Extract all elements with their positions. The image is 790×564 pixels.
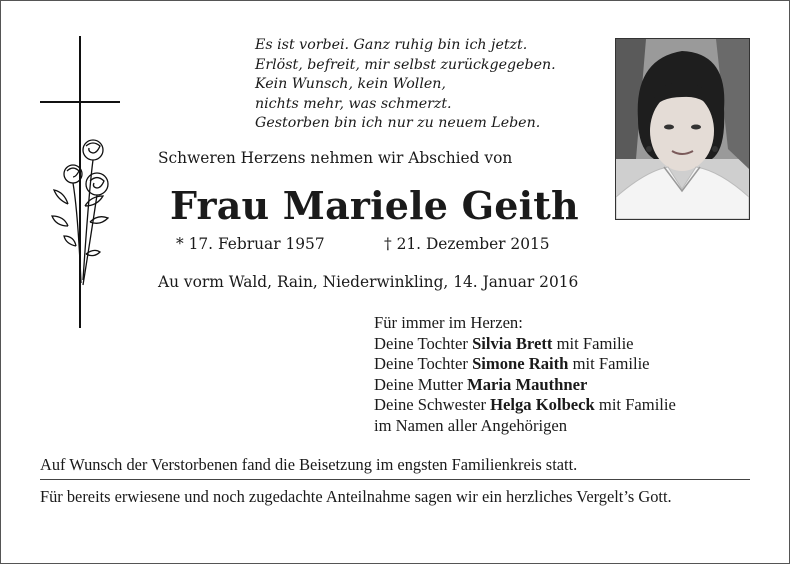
death-date: † 21. Dezember 2015 <box>384 235 550 253</box>
mourner-name: Silvia Brett <box>472 333 553 353</box>
mourner-row <box>374 334 676 355</box>
mourner-row <box>374 375 676 396</box>
relation-text: Deine Tochter <box>374 333 473 353</box>
poem <box>255 36 556 134</box>
intro-text: Schweren Herzens nehmen wir Abschied von <box>158 149 513 167</box>
mourners-closing: im Namen aller Angehörigen <box>374 415 568 435</box>
portrait-photo <box>615 38 750 220</box>
mourner-row <box>374 395 676 416</box>
relation-text: Deine Tochter <box>374 354 473 374</box>
cross-with-roses-icon <box>40 36 120 328</box>
mourners-heading: Für immer im Herzen: <box>374 313 523 332</box>
birth-date: * 17. Februar 1957 <box>176 235 325 253</box>
mourner-row <box>374 354 676 375</box>
mourner-name: Helga Kolbeck <box>490 395 595 415</box>
relation-text: Deine Schwester <box>374 395 491 415</box>
mourners-block <box>374 313 676 437</box>
poem-line: Kein Wunsch, kein Wollen, <box>255 76 446 93</box>
deceased-name: Frau Mariele Geith <box>170 183 579 228</box>
suffix-text: mit Familie <box>594 395 676 415</box>
thanks-text: Für bereits erwiesene und noch zugedachte Anteilnahme sagen wir ein herzliches Vergelt’s Gott. <box>40 487 672 506</box>
place-and-date: Au vorm Wald, Rain, Niederwinkling, 14. Januar 2016 <box>158 273 579 291</box>
suffix-text: mit Familie <box>552 333 634 353</box>
poem-line: Es ist vorbei. Ganz ruhig bin ich jetzt. <box>255 37 528 53</box>
relation-text: Deine Mutter <box>374 374 468 394</box>
mourner-name: Simone Raith <box>472 354 569 374</box>
burial-note: Auf Wunsch der Verstorbenen fand die Beisetzung im engsten Familienkreis statt. <box>40 455 578 474</box>
poem-line: Gestorben bin ich nur zu neuem Leben. <box>255 115 541 132</box>
poem-line: nichts mehr, was schmerzt. <box>255 95 452 112</box>
mourner-name: Maria Mauthner <box>467 374 588 394</box>
poem-line: Erlöst, befreit, mir selbst zurückgegeben. <box>255 56 556 73</box>
divider <box>40 479 750 480</box>
suffix-text: mit Familie <box>568 354 650 374</box>
